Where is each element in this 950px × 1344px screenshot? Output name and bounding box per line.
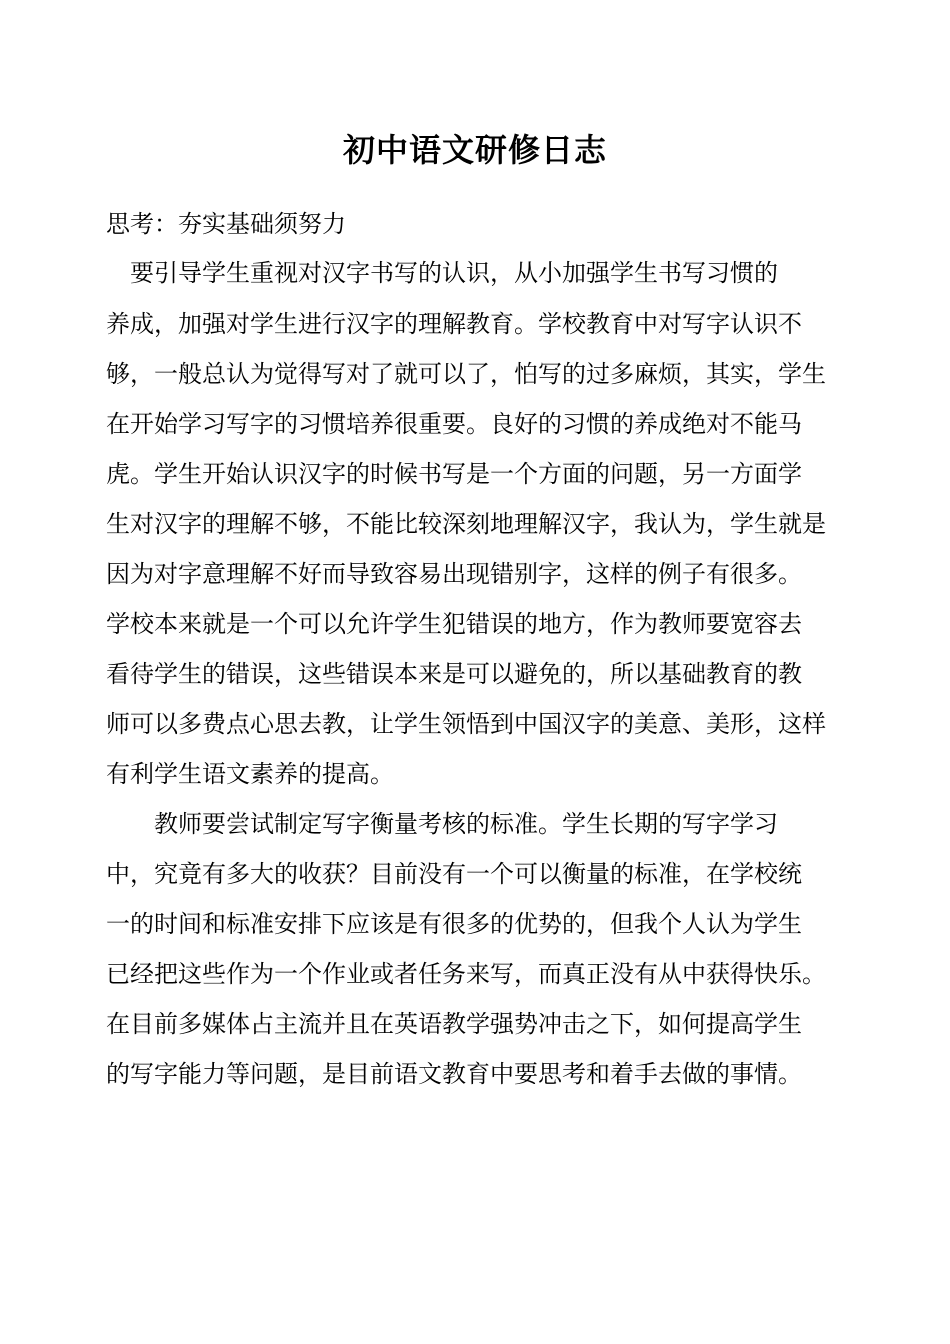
paragraph-line: 学校本来就是一个可以允许学生犯错误的地方，作为教师要宽容去: [106, 610, 802, 638]
paragraph-line: 的写字能力等问题，是目前语文教育中要思考和着手去做的事情。: [106, 1060, 802, 1088]
paragraph-line: 养成，加强对学生进行汉字的理解教育。学校教育中对写字认识不: [106, 310, 802, 338]
paragraph-line: 够，一般总认为觉得写对了就可以了，怕写的过多麻烦，其实，学生: [106, 360, 826, 388]
paragraph-line: 中，究竟有多大的收获？目前没有一个可以衡量的标准，在学校统: [106, 860, 802, 888]
paragraph-line: 在目前多媒体占主流并且在英语教学强势冲击之下，如何提高学生: [106, 1010, 802, 1038]
paragraph-line: 已经把这些作为一个作业或者任务来写，而真正没有从中获得快乐。: [106, 960, 826, 988]
page-title: 初中语文研修日志: [342, 131, 607, 169]
paragraph-line: 在开始学习写字的习惯培养很重要。良好的习惯的养成绝对不能马: [106, 410, 802, 438]
paragraph-line: 要引导学生重视对汉字书写的认识，从小加强学生书写习惯的: [106, 259, 778, 287]
paragraph-line: 看待学生的错误，这些错误本来是可以避免的，所以基础教育的教: [106, 660, 802, 688]
subtitle: 思考：夯实基础须努力: [106, 210, 346, 238]
paragraph-line: 因为对字意理解不好而导致容易出现错别字，这样的例子有很多。: [106, 560, 802, 588]
paragraph-line: 一的时间和标准安排下应该是有很多的优势的，但我个人认为学生: [106, 910, 802, 938]
paragraph-line: 教师要尝试制定写字衡量考核的标准。学生长期的写字学习: [106, 810, 778, 838]
paragraph-line: 师可以多费点心思去教，让学生领悟到中国汉字的美意、美形，这样: [106, 710, 826, 738]
paragraph-line: 虎。学生开始认识汉字的时候书写是一个方面的问题，另一方面学: [106, 460, 802, 488]
paragraph-line: 有利学生语文素养的提高。: [106, 760, 394, 788]
paragraph-line: 生对汉字的理解不够，不能比较深刻地理解汉字，我认为，学生就是: [106, 510, 826, 538]
